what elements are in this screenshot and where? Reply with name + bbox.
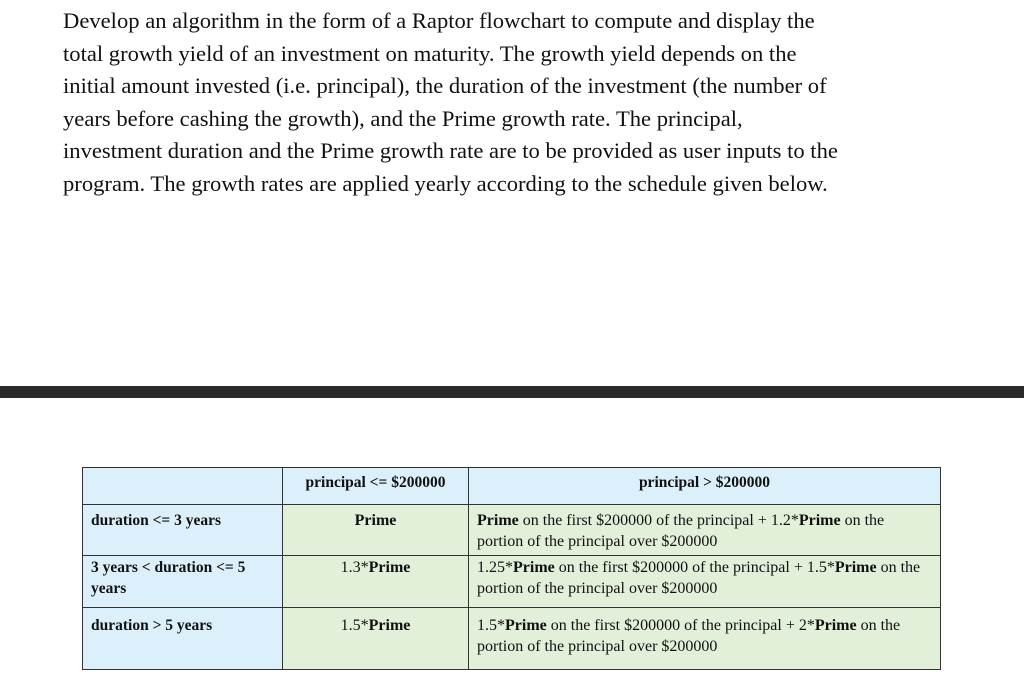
text-segment: on the first $200000 of the principal + 2* — [546, 617, 815, 634]
bold-term: Prime — [477, 512, 519, 529]
text-segment: on the portion of the principal over $200000 — [477, 512, 885, 550]
header-cell-high-principal: principal > $200000 — [469, 468, 941, 505]
bold-term: Prime — [368, 617, 411, 634]
rate-high-cell — [469, 556, 941, 608]
problem-line: Develop an algorithm in the form of a Raptor flowchart to compute and display the — [63, 8, 815, 33]
problem-line: program. The growth rates are applied yearly according to the schedule given below. — [63, 170, 828, 196]
text-segment: on the first $200000 of the principal + 1.2* — [518, 512, 799, 529]
text-segment: 1.5* — [477, 617, 505, 634]
bold-term: Prime — [505, 617, 547, 634]
table-header-row — [83, 468, 941, 505]
bold-term: Prime — [368, 559, 411, 576]
row-label: duration > 5 years — [83, 608, 283, 670]
rate-low-cell — [283, 608, 469, 670]
text-segment: on the portion of the principal over $200000 — [477, 617, 901, 655]
problem-line: initial amount invested (i.e. principal), the duration of the investment (the number of — [63, 73, 827, 99]
table-row — [83, 556, 941, 608]
growth-rate-schedule-table — [82, 467, 941, 670]
rate-high-cell — [469, 608, 941, 670]
problem-line: total growth yield of an investment on maturity. The growth yield depends on the — [63, 40, 797, 66]
row-label: 3 years < duration <= 5 years — [83, 556, 283, 608]
text-segment: 1.25* — [477, 559, 513, 576]
table-row — [83, 505, 941, 556]
header-cell-low-principal: principal <= $200000 — [283, 468, 469, 505]
text-segment: 1.5* — [340, 617, 369, 634]
bold-term: Prime — [513, 559, 555, 576]
table-row — [83, 608, 941, 670]
header-cell-empty — [83, 468, 283, 505]
bold-term: Prime — [814, 617, 857, 634]
rate-low-cell: Prime — [283, 505, 469, 556]
problem-statement — [63, 5, 968, 201]
problem-line: years before cashing the growth), and the Prime growth rate. The principal, — [63, 105, 743, 131]
text-segment: 1.3* — [340, 559, 369, 576]
rate-low-cell — [283, 556, 469, 608]
text-segment: on the first $200000 of the principal + 1.5* — [554, 559, 835, 576]
rate-high-cell — [469, 505, 941, 556]
problem-line: investment duration and the Prime growth rate are to be provided as user inputs to the — [63, 138, 838, 164]
bold-term: Prime — [834, 559, 877, 576]
bold-term: Prime — [798, 512, 841, 529]
divider-bar — [0, 386, 1024, 398]
row-label: duration <= 3 years — [83, 505, 283, 556]
text-segment: on the portion of the principal over $200000 — [477, 559, 921, 597]
